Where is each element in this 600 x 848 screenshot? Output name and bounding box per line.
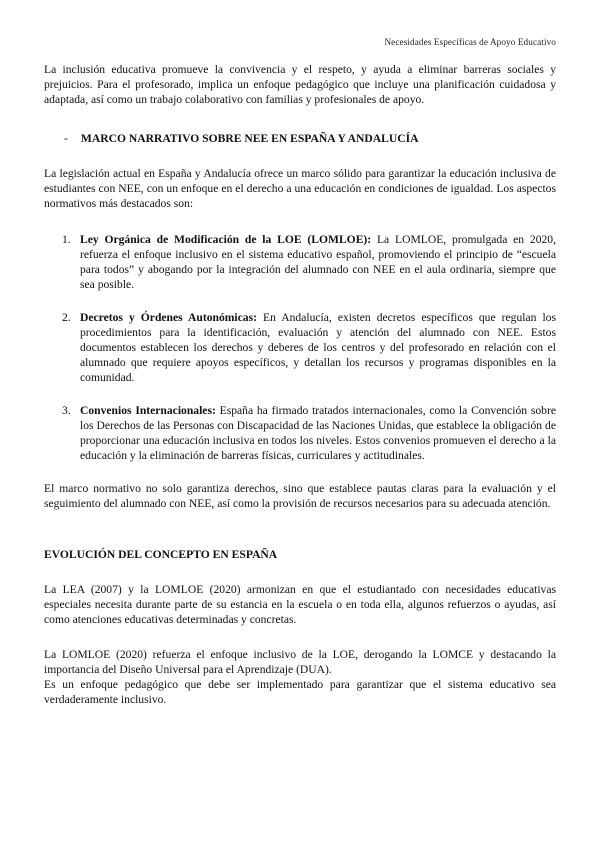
list-item-text: La LOMLOE, promulgada en 2020, refuerza el enfoque inclusivo en el sistema educativo español, promoviendo el principio de “escuela para todos” y abogando por la integración del alumnado con NEE en el aula ordinaria, siempre que sea posible.	[80, 233, 556, 291]
list-item-number: 1.	[62, 233, 71, 246]
list-item	[44, 403, 556, 463]
section1-lead-paragraph: La legislación actual en España y Andalucía ofrece un marco sólido para garantizar la educación inclusiva de estudiantes con NEE, con un enfoque en el derecho a una educación en condiciones de igualdad. Los aspectos normativos más destacados son:	[44, 167, 556, 210]
section2-paragraph-3: Es un enfoque pedagógico que debe ser implementado para garantizar que el sistema educativo sea verdaderamente inclusivo.	[44, 678, 556, 706]
list-item-number: 3.	[62, 404, 71, 417]
list-item-term: Ley Orgánica de Modificación de la LOE (LOMLOE):	[80, 233, 372, 246]
section2-paragraph-1: La LEA (2007) y la LOMLOE (2020) armonizan en que el estudiantado con necesidades educativas especiales necesita durante parte de su estancia en la escuela o en toda ella, algunos refuerzos o ayudas, así como atenciones educativas determinadas y concretas.	[44, 583, 556, 626]
intro-paragraph: La inclusión educativa promueve la convivencia y el respeto, y ayuda a eliminar barreras sociales y prejuicios. Para el profesorado, implica un enfoque pedagógico que incluye una planificación cuidadosa y adaptada, así como un trabajo colaborativo con familias y profesionales de apoyo.	[44, 63, 556, 106]
list-item	[44, 310, 556, 385]
document-body	[44, 62, 556, 707]
list-item-term: Convenios Internacionales:	[80, 404, 216, 417]
section-heading-marco-text: MARCO NARRATIVO SOBRE NEE EN ESPAÑA Y ANDALUCÍA	[80, 132, 419, 145]
running-header: Necesidades Específicas de Apoyo Educativo	[384, 37, 556, 47]
section-heading-evolucion: EVOLUCIÓN DEL CONCEPTO EN ESPAÑA	[44, 548, 278, 561]
heading-bullet: -	[64, 132, 68, 145]
list-item-text: En Andalucía, existen decretos específicos que regulan los procedimientos para la identificación, evaluación y atención del alumnado con NEE. Estos documentos establecen los derechos y deberes de los centros y del profesorado en relación con el alumnado que requiere apoyos específicos, y detallan los recursos y programas disponibles en la comunidad.	[80, 311, 556, 384]
normative-list	[44, 232, 556, 463]
section2-paragraph-2: La LOMLOE (2020) refuerza el enfoque inclusivo de la LOE, derogando la LOMCE y destacando la importancia del Diseño Universal para el Aprendizaje (DUA).	[44, 648, 556, 676]
list-item-number: 2.	[62, 311, 71, 324]
list-item-term: Decretos y Órdenes Autonómicas:	[80, 311, 257, 324]
section-heading-marco	[64, 131, 556, 146]
section1-closing-paragraph: El marco normativo no solo garantiza derechos, sino que establece pautas claras para la evaluación y el seguimiento del alumnado con NEE, así como la provisión de recursos necesarios para su adecuada atención.	[44, 482, 556, 510]
list-item	[44, 232, 556, 292]
list-item-text: España ha firmado tratados internacionales, como la Convención sobre los Derechos de las Personas con Discapacidad de las Naciones Unidas, que establece la obligación de proporcionar una educación inclusiva en todos los niveles. Estos convenios promueven el derecho a la educación y la eliminación de barreras físicas, curriculares y actitudinales.	[80, 404, 556, 462]
